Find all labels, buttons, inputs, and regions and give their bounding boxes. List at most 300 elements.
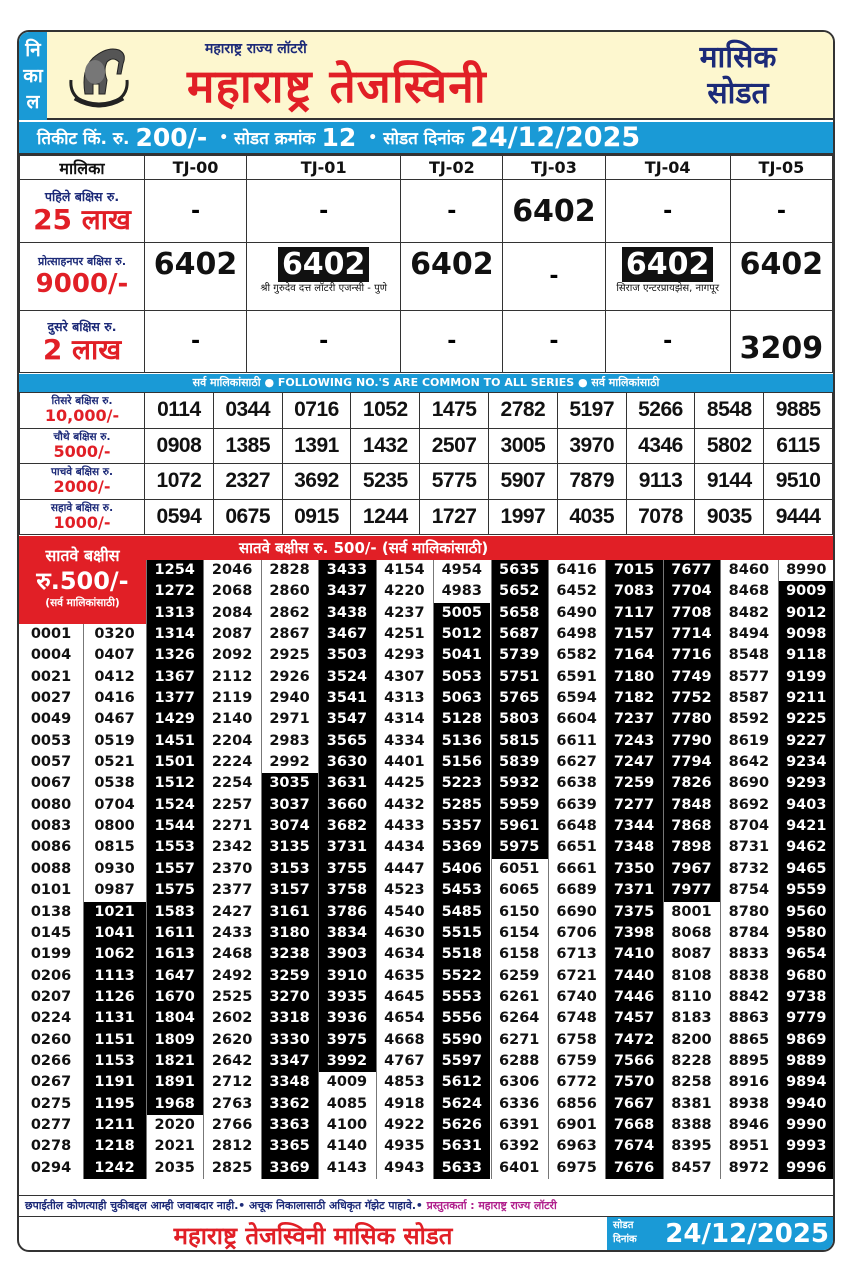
draw-number: 12 bbox=[321, 123, 357, 152]
winning-number: 5012 bbox=[433, 624, 490, 645]
seventh-prize-column bbox=[83, 624, 146, 1179]
winning-number: 6748 bbox=[548, 1008, 605, 1029]
prize-label bbox=[20, 243, 145, 311]
winning-number: 0138 bbox=[19, 902, 83, 923]
winning-number: 0407 bbox=[83, 645, 146, 666]
nikal-char: नि bbox=[25, 39, 41, 61]
winning-number: 4009 bbox=[318, 1072, 375, 1093]
winning-number: 1113 bbox=[83, 966, 146, 987]
winning-number: 1575 bbox=[146, 880, 203, 901]
winning-number: 7752 bbox=[663, 688, 720, 709]
winning-number: 5775 bbox=[420, 464, 489, 500]
prize-title: चौथे बक्षिस रु. bbox=[53, 430, 111, 443]
winning-number: 1195 bbox=[83, 1094, 146, 1115]
winning-number: 3692 bbox=[282, 464, 351, 500]
winning-number: 3834 bbox=[318, 923, 375, 944]
winning-number: 9580 bbox=[778, 923, 835, 944]
winning-number: 8457 bbox=[663, 1158, 720, 1179]
winning-number: 1451 bbox=[146, 731, 203, 752]
winning-number: 7398 bbox=[605, 923, 662, 944]
winning-number: 7716 bbox=[663, 645, 720, 666]
result-cell: 6402 bbox=[730, 243, 832, 311]
result-cell: - bbox=[503, 243, 605, 311]
winning-number: 1153 bbox=[83, 1051, 146, 1072]
result-cell: - bbox=[145, 311, 247, 373]
winning-number: 3362 bbox=[261, 1094, 318, 1115]
winning-number: 5128 bbox=[433, 709, 490, 730]
winning-number: 4447 bbox=[376, 859, 433, 880]
result-cell: - bbox=[401, 180, 503, 243]
winning-number: 1041 bbox=[83, 923, 146, 944]
winning-number: 5624 bbox=[433, 1094, 490, 1115]
winning-number: 0467 bbox=[83, 709, 146, 730]
winning-number: 1611 bbox=[146, 923, 203, 944]
agency-name: श्री गुरुदेव दत्त लॉटरी एजन्सी - पुणे bbox=[260, 283, 387, 294]
winning-number: 7182 bbox=[605, 688, 662, 709]
winning-number: 1809 bbox=[146, 1030, 203, 1051]
series-header: TJ-01 bbox=[247, 156, 401, 180]
winning-number: 9225 bbox=[778, 709, 835, 730]
winning-number: 6639 bbox=[548, 795, 605, 816]
winning-number: 6391 bbox=[491, 1115, 548, 1136]
winning-number: 0088 bbox=[19, 859, 83, 880]
winning-number: 5687 bbox=[491, 624, 548, 645]
winning-number: 6706 bbox=[548, 923, 605, 944]
winning-number: 2068 bbox=[203, 581, 260, 602]
winning-number: 6158 bbox=[491, 944, 548, 965]
column-divider bbox=[663, 560, 664, 1179]
winning-number: 3565 bbox=[318, 731, 375, 752]
seventh-prize-column bbox=[491, 560, 548, 1179]
column-divider bbox=[261, 560, 262, 1179]
winning-number: 5802 bbox=[695, 428, 764, 464]
winning-number: 8068 bbox=[663, 923, 720, 944]
winning-number: 9444 bbox=[764, 499, 833, 535]
winning-number: 0067 bbox=[19, 773, 83, 794]
winning-number: 1131 bbox=[83, 1008, 146, 1029]
winning-number: 3935 bbox=[318, 987, 375, 1008]
winning-number: 1557 bbox=[146, 859, 203, 880]
winning-number: 1391 bbox=[282, 428, 351, 464]
monthly-draw-label bbox=[663, 40, 813, 112]
footer-date-box bbox=[607, 1217, 835, 1252]
winning-number: 2254 bbox=[203, 773, 260, 794]
winning-number: 7667 bbox=[605, 1094, 662, 1115]
winning-number: 1821 bbox=[146, 1051, 203, 1072]
winning-number: 8592 bbox=[720, 709, 777, 730]
result-cell: - bbox=[401, 311, 503, 373]
seventh-prize-title: सातवे बक्षीस bbox=[45, 546, 120, 565]
winning-number: 9035 bbox=[695, 499, 764, 535]
winning-number: 8838 bbox=[720, 966, 777, 987]
winning-number: 7676 bbox=[605, 1158, 662, 1179]
elephant-emblem-icon bbox=[63, 40, 135, 112]
first-prize-row bbox=[20, 180, 833, 243]
winning-number: 4100 bbox=[318, 1115, 375, 1136]
winning-number: 5635 bbox=[491, 560, 548, 581]
winning-number: 5626 bbox=[433, 1115, 490, 1136]
winning-number: 6594 bbox=[548, 688, 605, 709]
winning-number: 5590 bbox=[433, 1030, 490, 1051]
winning-number: 7714 bbox=[663, 624, 720, 645]
winning-number: 9293 bbox=[778, 773, 835, 794]
winning-number: 0594 bbox=[145, 499, 214, 535]
winning-number: 3524 bbox=[318, 667, 375, 688]
winning-number: 6582 bbox=[548, 645, 605, 666]
winning-number: 8704 bbox=[720, 816, 777, 837]
bullet-icon: • bbox=[219, 129, 229, 146]
disclaimer bbox=[19, 1195, 833, 1217]
winning-number: 8228 bbox=[663, 1051, 720, 1072]
winning-number: 2224 bbox=[203, 752, 260, 773]
winning-number: 0049 bbox=[19, 709, 83, 730]
winning-number: 6416 bbox=[548, 560, 605, 581]
winning-number: 7277 bbox=[605, 795, 662, 816]
winning-number: 8619 bbox=[720, 731, 777, 752]
winning-number: 6721 bbox=[548, 966, 605, 987]
winning-number: 2204 bbox=[203, 731, 260, 752]
winning-number: 8692 bbox=[720, 795, 777, 816]
draw-number-label: सोडत क्रमांक bbox=[234, 129, 316, 149]
winning-number: 1997 bbox=[488, 499, 557, 535]
result-cell: - bbox=[247, 180, 401, 243]
lottery-result-sheet bbox=[17, 30, 835, 1252]
winning-number: 2812 bbox=[203, 1136, 260, 1157]
winning-number: 4668 bbox=[376, 1030, 433, 1051]
winning-number: 6759 bbox=[548, 1051, 605, 1072]
winning-number: 0053 bbox=[19, 731, 83, 752]
prize-label bbox=[20, 428, 145, 464]
winning-number: 3365 bbox=[261, 1136, 318, 1157]
winning-number: 9403 bbox=[778, 795, 835, 816]
winning-number: 3438 bbox=[318, 603, 375, 624]
winning-number: 0704 bbox=[83, 795, 146, 816]
winning-number: 9012 bbox=[778, 603, 835, 624]
winning-number: 8548 bbox=[695, 393, 764, 429]
winning-number: 0027 bbox=[19, 688, 83, 709]
winning-number: 8990 bbox=[778, 560, 835, 581]
winning-number: 7410 bbox=[605, 944, 662, 965]
prize-title: दुसरे बक्षिस रु. bbox=[47, 319, 117, 334]
winning-number: 5223 bbox=[433, 773, 490, 794]
prize-label bbox=[20, 180, 145, 243]
winning-number: 1501 bbox=[146, 752, 203, 773]
winning-number: 3035 bbox=[261, 773, 318, 794]
winning-number: 6901 bbox=[548, 1115, 605, 1136]
winning-number: 8863 bbox=[720, 1008, 777, 1029]
winning-number: 3157 bbox=[261, 880, 318, 901]
winning-number: 3005 bbox=[488, 428, 557, 464]
winning-number: 3270 bbox=[261, 987, 318, 1008]
winning-number: 8087 bbox=[663, 944, 720, 965]
winning-number: 9993 bbox=[778, 1136, 835, 1157]
winning-number: 8468 bbox=[720, 581, 777, 602]
winning-number: 5765 bbox=[491, 688, 548, 709]
seventh-prize-column bbox=[548, 560, 605, 1179]
winning-number: 7704 bbox=[663, 581, 720, 602]
winning-number: 5658 bbox=[491, 603, 548, 624]
winning-number: 6392 bbox=[491, 1136, 548, 1157]
sodat-text: सोडत bbox=[707, 76, 769, 111]
winning-number: 5815 bbox=[491, 731, 548, 752]
prize-title: तिसरे बक्षिस रु. bbox=[51, 395, 113, 408]
winning-number: 2642 bbox=[203, 1051, 260, 1072]
presenter-text: प्रस्तुतकर्ता : महाराष्ट्र राज्य लॉटरी bbox=[426, 1199, 557, 1212]
prize-amount: 2 लाख bbox=[42, 333, 122, 366]
winning-number: 4540 bbox=[376, 902, 433, 923]
winning-number: 7677 bbox=[663, 560, 720, 581]
winning-number: 8946 bbox=[720, 1115, 777, 1136]
winning-number: 3903 bbox=[318, 944, 375, 965]
winning-number: 6856 bbox=[548, 1094, 605, 1115]
winning-number: 2983 bbox=[261, 731, 318, 752]
winning-number: 5597 bbox=[433, 1051, 490, 1072]
winning-number: 4943 bbox=[376, 1158, 433, 1179]
draw-info-bar bbox=[19, 122, 833, 155]
seventh-prize-column bbox=[318, 560, 375, 1179]
winning-number: 8110 bbox=[663, 987, 720, 1008]
winning-number: 9894 bbox=[778, 1072, 835, 1093]
winning-number: 2862 bbox=[261, 603, 318, 624]
winning-number: 2257 bbox=[203, 795, 260, 816]
winning-number: 9680 bbox=[778, 966, 835, 987]
draw-date: 24/12/2025 bbox=[470, 122, 641, 153]
winning-number: 1727 bbox=[420, 499, 489, 535]
winning-number: 7350 bbox=[605, 859, 662, 880]
winning-number: 2492 bbox=[203, 966, 260, 987]
winning-number: 2940 bbox=[261, 688, 318, 709]
winning-number: 4630 bbox=[376, 923, 433, 944]
winning-number: 1475 bbox=[420, 393, 489, 429]
winning-number: 5751 bbox=[491, 667, 548, 688]
prize-label bbox=[20, 499, 145, 535]
seventh-prize-column bbox=[720, 560, 777, 1179]
winning-number: 7668 bbox=[605, 1115, 662, 1136]
result-cell: - bbox=[247, 311, 401, 373]
winning-number: 0412 bbox=[83, 667, 146, 688]
winning-number: 7898 bbox=[663, 837, 720, 858]
winning-number: 2468 bbox=[203, 944, 260, 965]
winning-number: 5515 bbox=[433, 923, 490, 944]
winning-number: 5907 bbox=[488, 464, 557, 500]
winning-number: 6591 bbox=[548, 667, 605, 688]
winning-number: 3074 bbox=[261, 816, 318, 837]
winning-number: 5285 bbox=[433, 795, 490, 816]
winning-number: 8916 bbox=[720, 1072, 777, 1093]
draw-date-label: सोडत दिनांक bbox=[383, 129, 465, 149]
winning-number: 8388 bbox=[663, 1115, 720, 1136]
header bbox=[19, 32, 833, 120]
common-prize-row bbox=[20, 464, 833, 500]
winning-number: 7848 bbox=[663, 795, 720, 816]
winning-number: 2119 bbox=[203, 688, 260, 709]
column-divider bbox=[83, 560, 84, 1179]
masik-text: मासिक bbox=[699, 40, 777, 75]
winning-number: 8108 bbox=[663, 966, 720, 987]
winning-number: 3135 bbox=[261, 837, 318, 858]
winning-number: 6271 bbox=[491, 1030, 548, 1051]
highlighted-number: 6402 bbox=[622, 247, 714, 282]
winning-number: 2433 bbox=[203, 923, 260, 944]
series-header-row bbox=[20, 156, 833, 180]
winning-number: 5556 bbox=[433, 1008, 490, 1029]
common-prize-row bbox=[20, 393, 833, 429]
nikal-char: का bbox=[23, 65, 43, 87]
seventh-prize-column bbox=[433, 560, 490, 1179]
winning-number: 5266 bbox=[626, 393, 695, 429]
common-prize-row bbox=[20, 499, 833, 535]
winning-number: 7237 bbox=[605, 709, 662, 730]
winning-number: 2035 bbox=[146, 1158, 203, 1179]
winning-number: 1670 bbox=[146, 987, 203, 1008]
prize-label bbox=[20, 393, 145, 429]
winning-number: 7348 bbox=[605, 837, 662, 858]
prize-amount: 9000/- bbox=[35, 269, 129, 299]
column-divider bbox=[146, 560, 147, 1179]
winning-number: 6611 bbox=[548, 731, 605, 752]
winning-number: 3180 bbox=[261, 923, 318, 944]
winning-number: 4085 bbox=[318, 1094, 375, 1115]
winning-number: 0538 bbox=[83, 773, 146, 794]
winning-number: 7243 bbox=[605, 731, 662, 752]
column-divider bbox=[720, 560, 721, 1179]
winning-number: 0114 bbox=[145, 393, 214, 429]
winning-number: 8690 bbox=[720, 773, 777, 794]
winning-number: 2828 bbox=[261, 560, 318, 581]
winning-number: 4313 bbox=[376, 688, 433, 709]
winning-number: 2926 bbox=[261, 667, 318, 688]
winning-number: 6627 bbox=[548, 752, 605, 773]
winning-number: 3970 bbox=[557, 428, 626, 464]
winning-number: 4346 bbox=[626, 428, 695, 464]
winning-number: 2377 bbox=[203, 880, 260, 901]
column-divider bbox=[605, 560, 606, 1179]
winning-number: 3660 bbox=[318, 795, 375, 816]
winning-number: 2602 bbox=[203, 1008, 260, 1029]
winning-number: 5197 bbox=[557, 393, 626, 429]
winning-number: 0987 bbox=[83, 880, 146, 901]
winning-number: 9009 bbox=[778, 581, 835, 602]
seventh-prize-column bbox=[19, 624, 83, 1179]
winning-number: 4433 bbox=[376, 816, 433, 837]
winning-number: 4523 bbox=[376, 880, 433, 901]
winning-number: 0267 bbox=[19, 1072, 83, 1093]
winning-number: 3259 bbox=[261, 966, 318, 987]
prize-title: प्रोत्साहनपर बक्षिस रु. bbox=[37, 255, 127, 268]
winning-number: 4237 bbox=[376, 603, 433, 624]
series-header: TJ-04 bbox=[605, 156, 730, 180]
winning-number: 3318 bbox=[261, 1008, 318, 1029]
date-label-line: सोडत bbox=[613, 1220, 634, 1231]
winning-number: 7566 bbox=[605, 1051, 662, 1072]
winning-number: 5959 bbox=[491, 795, 548, 816]
prize-title: पहिले बक्षिस रु. bbox=[44, 188, 120, 204]
winning-number: 4401 bbox=[376, 752, 433, 773]
ticket-price: 200/- bbox=[135, 123, 208, 152]
winning-number: 8001 bbox=[663, 902, 720, 923]
winning-number: 2092 bbox=[203, 645, 260, 666]
winning-number: 2712 bbox=[203, 1072, 260, 1093]
winning-number: 0815 bbox=[83, 837, 146, 858]
winning-number: 5453 bbox=[433, 880, 490, 901]
common-prize-row bbox=[20, 428, 833, 464]
winning-number: 6713 bbox=[548, 944, 605, 965]
winning-number: 2020 bbox=[146, 1115, 203, 1136]
winning-number: 0930 bbox=[83, 859, 146, 880]
winning-number: 0206 bbox=[19, 966, 83, 987]
winning-number: 5063 bbox=[433, 688, 490, 709]
winning-number: 1968 bbox=[146, 1094, 203, 1115]
winning-number: 9465 bbox=[778, 859, 835, 880]
winning-number: 7164 bbox=[605, 645, 662, 666]
winning-number: 3369 bbox=[261, 1158, 318, 1179]
winning-number: 9559 bbox=[778, 880, 835, 901]
winning-number: 7157 bbox=[605, 624, 662, 645]
winning-number: 4935 bbox=[376, 1136, 433, 1157]
winning-number: 8460 bbox=[720, 560, 777, 581]
winning-number: 6115 bbox=[764, 428, 833, 464]
winning-number: 0416 bbox=[83, 688, 146, 709]
winning-number: 2046 bbox=[203, 560, 260, 581]
winning-number: 2112 bbox=[203, 667, 260, 688]
winning-number: 1553 bbox=[146, 837, 203, 858]
result-cell: 3209 bbox=[730, 311, 832, 373]
winning-number: 7440 bbox=[605, 966, 662, 987]
winning-number: 9118 bbox=[778, 645, 835, 666]
winning-number: 4635 bbox=[376, 966, 433, 987]
prize-amount: 10,000/- bbox=[44, 406, 120, 426]
winning-number: 3992 bbox=[318, 1051, 375, 1072]
winning-number: 9227 bbox=[778, 731, 835, 752]
winning-number: 7371 bbox=[605, 880, 662, 901]
winning-number: 8200 bbox=[663, 1030, 720, 1051]
winning-number: 2971 bbox=[261, 709, 318, 730]
winning-number: 8577 bbox=[720, 667, 777, 688]
winning-number: 8754 bbox=[720, 880, 777, 901]
date-label-line: दिनांक bbox=[613, 1234, 637, 1245]
winning-number: 0101 bbox=[19, 880, 83, 901]
winning-number: 7794 bbox=[663, 752, 720, 773]
winning-number: 2825 bbox=[203, 1158, 260, 1179]
winning-number: 1191 bbox=[83, 1072, 146, 1093]
winning-number: 7826 bbox=[663, 773, 720, 794]
winning-number: 0275 bbox=[19, 1094, 83, 1115]
winning-number: 9990 bbox=[778, 1115, 835, 1136]
winning-number: 8972 bbox=[720, 1158, 777, 1179]
winning-number: 0519 bbox=[83, 731, 146, 752]
winning-number: 9654 bbox=[778, 944, 835, 965]
winning-number: 3348 bbox=[261, 1072, 318, 1093]
winning-number: 7078 bbox=[626, 499, 695, 535]
winning-number: 0004 bbox=[19, 645, 83, 666]
winning-number: 9510 bbox=[764, 464, 833, 500]
winning-number: 9869 bbox=[778, 1030, 835, 1051]
winning-number: 5739 bbox=[491, 645, 548, 666]
winning-number: 1804 bbox=[146, 1008, 203, 1029]
winning-number: 0277 bbox=[19, 1115, 83, 1136]
winning-number: 1512 bbox=[146, 773, 203, 794]
winning-number: 6065 bbox=[491, 880, 548, 901]
winning-number: 2992 bbox=[261, 752, 318, 773]
winning-number: 5803 bbox=[491, 709, 548, 730]
winning-number: 1891 bbox=[146, 1072, 203, 1093]
winning-number: 2867 bbox=[261, 624, 318, 645]
winning-number: 3631 bbox=[318, 773, 375, 794]
winning-number: 4140 bbox=[318, 1136, 375, 1157]
column-divider bbox=[376, 560, 377, 1179]
winning-number: 8951 bbox=[720, 1136, 777, 1157]
result-cell bbox=[247, 243, 401, 311]
